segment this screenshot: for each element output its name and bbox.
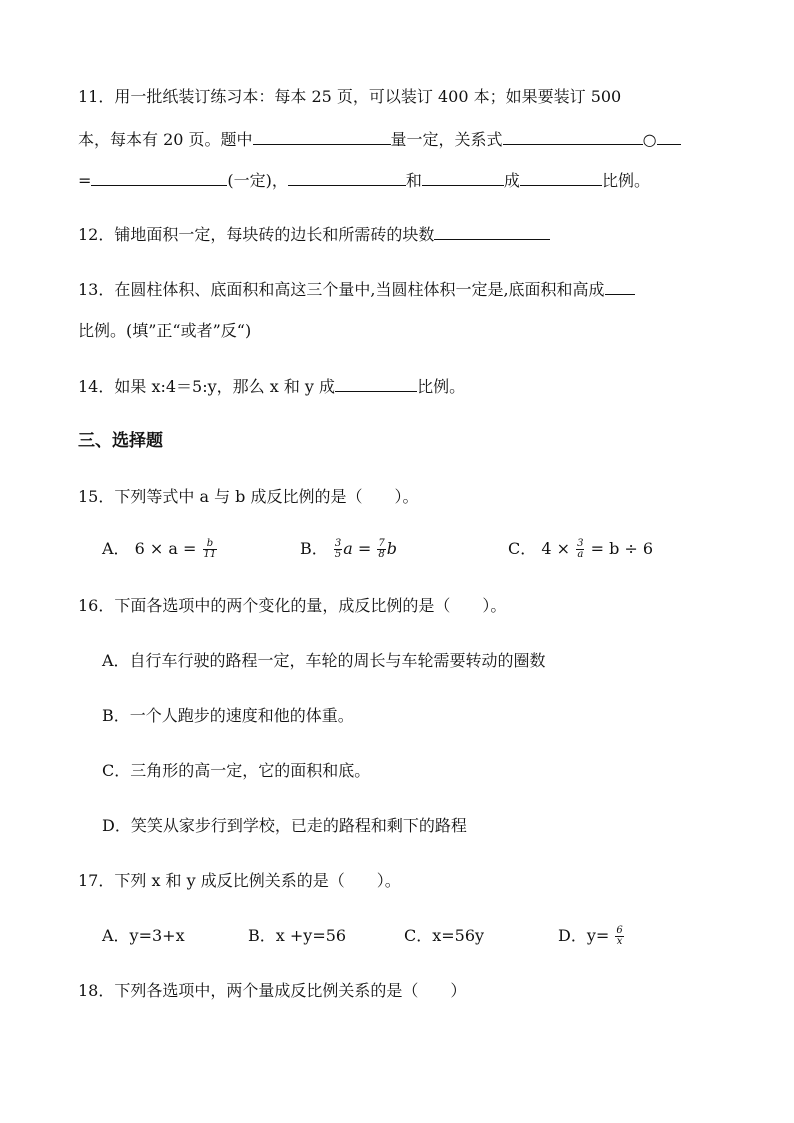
q15-option-a-numerator: b bbox=[203, 539, 218, 550]
q13-line2: 比例。(填”正“或者”反“) bbox=[78, 321, 252, 340]
q14-blank[interactable] bbox=[335, 377, 417, 392]
q13-text-1: 13．在圆柱体积、底面积和高这三个量中,当圆柱体积一定是,底面积和高成 bbox=[78, 280, 605, 299]
q11-line2-text-b: 量一定，关系式 bbox=[390, 130, 503, 149]
q11-line2-text-a: 本，每本有 20 页。题中 bbox=[78, 130, 253, 149]
q17-option-d[interactable] bbox=[558, 925, 625, 947]
q14-text-a: 14．如果 x:4＝5:y，那么 x 和 y 成 bbox=[78, 377, 336, 396]
q16-stem: 16．下面各选项中的两个变化的量，成反比例的是（ ）。 bbox=[78, 596, 507, 615]
q11-blank-6[interactable] bbox=[422, 171, 504, 186]
q15-option-a-denominator: 11 bbox=[203, 549, 217, 560]
q15-option-b-numerator-2: 7 bbox=[378, 538, 385, 549]
q15-option-a-fraction bbox=[203, 539, 218, 560]
q11-line3-text-d: 成 bbox=[503, 171, 520, 190]
q12-text: 12．铺地面积一定，每块砖的边长和所需砖的块数 bbox=[78, 225, 435, 244]
q11-line2 bbox=[78, 129, 681, 151]
q17-option-a[interactable]: A．y=3+x bbox=[102, 926, 185, 945]
q15-option-c-label: C． bbox=[508, 539, 537, 558]
q15-option-b-denominator-1: 5 bbox=[334, 549, 342, 560]
q11-blank-7[interactable] bbox=[520, 171, 602, 186]
q15-option-b-fraction-1 bbox=[334, 539, 342, 560]
q16-option-d[interactable]: D．笑笑从家步行到学校，已走的路程和剩下的路程 bbox=[102, 816, 467, 835]
q11-blank-5[interactable] bbox=[288, 171, 406, 186]
q15-option-c-lhs: 4 × bbox=[541, 539, 571, 558]
q11-line3 bbox=[78, 170, 650, 192]
q15-option-c-numerator: 3 bbox=[577, 538, 584, 549]
q17-option-c[interactable]: C．x=56y bbox=[404, 926, 485, 945]
q13-blank[interactable] bbox=[605, 280, 635, 295]
section-title: 三、选择题 bbox=[78, 431, 163, 451]
q16-option-b[interactable]: B．一个人跑步的速度和他的体重。 bbox=[102, 706, 354, 725]
q11-blank-1[interactable] bbox=[253, 130, 391, 145]
q17-option-b[interactable]: B．x +y=56 bbox=[248, 926, 347, 945]
q17-stem: 17．下列 x 和 y 成反比例关系的是（ ）。 bbox=[78, 871, 401, 890]
q15-option-b-tail: b bbox=[386, 539, 397, 558]
q12-blank[interactable] bbox=[434, 225, 550, 240]
q15-option-b-denominator-2: 8 bbox=[378, 549, 385, 560]
q17-option-d-label: D．y= bbox=[558, 926, 610, 945]
q12-line bbox=[78, 224, 550, 246]
q16-option-a[interactable]: A．自行车行驶的路程一定，车轮的周长与车轮需要转动的圈数 bbox=[102, 651, 546, 670]
q16-option-c[interactable]: C．三角形的高一定，它的面积和底。 bbox=[102, 761, 371, 780]
q15-option-b-fraction-2 bbox=[377, 539, 385, 560]
q11-circle-symbol: ○ bbox=[642, 130, 657, 149]
q11-line3-text-b: (一定)， bbox=[227, 171, 288, 190]
q15-option-b-label: B． bbox=[300, 539, 328, 558]
q11-line3-text-e: 比例。 bbox=[601, 171, 650, 190]
q11-line3-text-c: 和 bbox=[405, 171, 422, 190]
q15-option-a-label: A． bbox=[102, 539, 130, 558]
q15-option-a-lhs: 6 × a = bbox=[134, 539, 197, 558]
q13-line1 bbox=[78, 279, 635, 301]
q14-line bbox=[78, 376, 465, 398]
q14-text-b: 比例。 bbox=[417, 377, 466, 396]
q11-blank-3[interactable] bbox=[657, 130, 681, 145]
q15-option-c[interactable] bbox=[508, 538, 653, 560]
q11-blank-4[interactable] bbox=[91, 171, 227, 186]
q11-line3-equals: = bbox=[78, 171, 92, 190]
q17-option-d-fraction bbox=[615, 926, 623, 947]
q15-option-b-mid: a = bbox=[343, 539, 372, 558]
q17-option-d-denominator: x bbox=[616, 936, 623, 947]
q15-option-c-denominator: a bbox=[577, 549, 584, 560]
q15-option-b-numerator-1: 3 bbox=[334, 538, 342, 549]
q11-blank-2[interactable] bbox=[503, 130, 643, 145]
q18-stem: 18．下列各选项中，两个量成反比例关系的是（ ） bbox=[78, 981, 467, 1000]
q15-option-a[interactable] bbox=[102, 538, 218, 560]
q15-option-b[interactable] bbox=[300, 538, 397, 560]
q17-option-d-numerator: 6 bbox=[616, 925, 623, 936]
q15-option-c-fraction bbox=[576, 539, 584, 560]
q11-line1: 11．用一批纸装订练习本：每本 25 页，可以装订 400 本；如果要装订 500 bbox=[78, 87, 622, 106]
q15-option-c-rhs: = b ÷ 6 bbox=[590, 539, 654, 558]
q15-stem: 15．下列等式中 a 与 b 成反比例的是（ ）。 bbox=[78, 487, 419, 506]
